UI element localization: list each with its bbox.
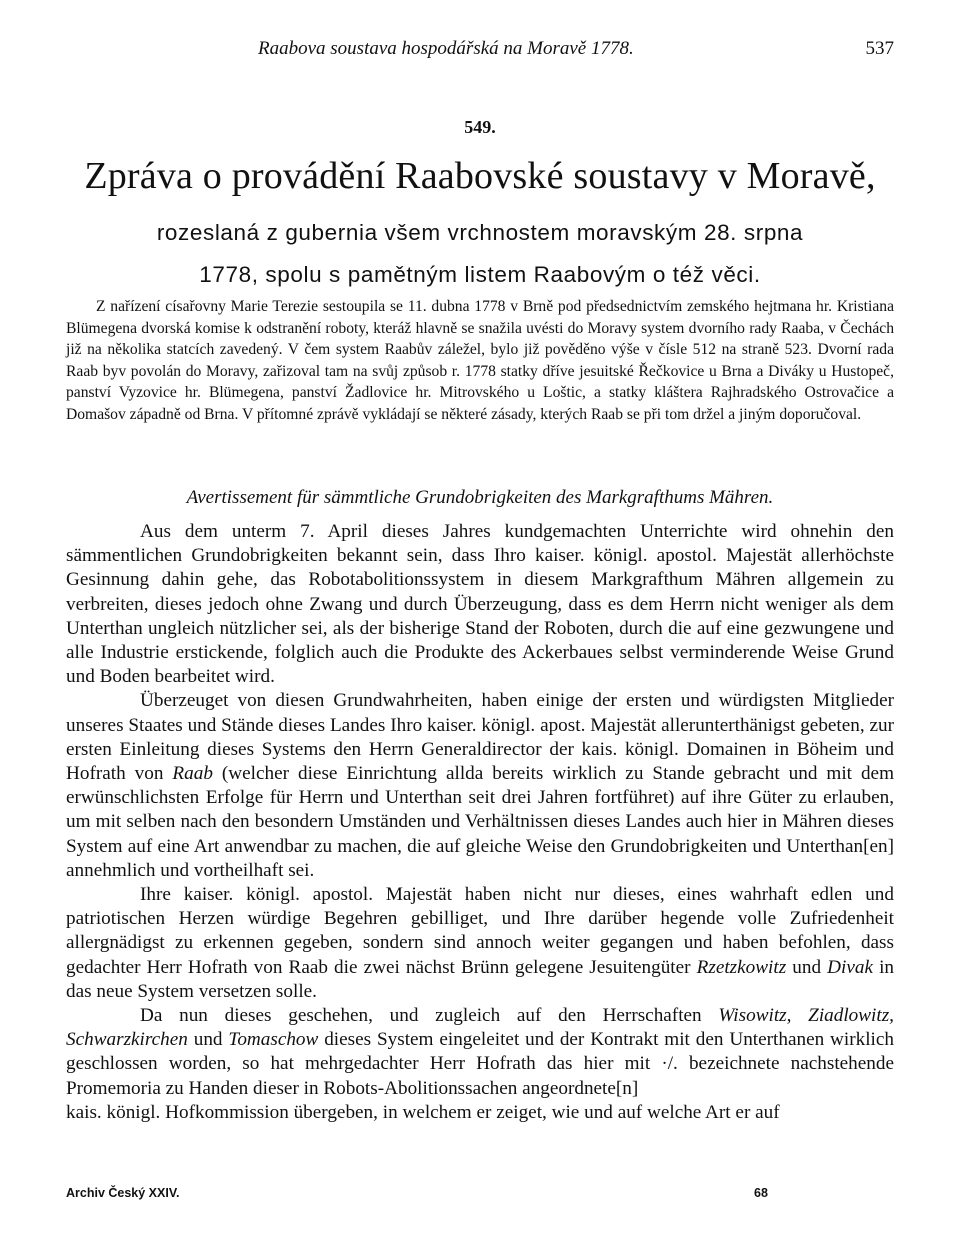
estate-tomaschow: Tomaschow	[228, 1029, 319, 1051]
section-heading: Avertissement für sämmtliche Grundobrigkeiten des Markgrafthums Mähren.	[186, 487, 774, 508]
subtitle-line-2: 1778, spolu s pamětným listem Raabovým o též věci.	[199, 262, 761, 287]
paragraph-4-rest: dieses System eingeleitet und der Kontrakt mit den Unterthanen wirklich geschlossen worden, so hat mehrgedachter Herr Hofrath das hier mit ·/. bezeichnete nachstehende Promemoria zu Handen dieser in Robots-Abolitionssachen angeordnete[n]	[66, 1029, 894, 1099]
paragraph-2-rest: (welcher diese Einrichtung allda bereits wirklich zu Stande gebracht und mit dem erwünschlichsten Erfolge für Herrn und Unterthan seit drei Jahren fortführet) auf ihre Güter zu erlauben, um mit selben nach den besondern Umständen und Verhältnissen dieses Landes auch hier in Mähren dieses System auf eine Art anwendbar zu machen, die auf gleiche Weise den Grundobrigkeiten und Unterthan[en] annehmlich und vortheilhaft sei.	[66, 763, 894, 881]
document-subtitle	[66, 212, 894, 296]
paragraph-2	[66, 689, 894, 883]
estate-rzetzkowitz: Rzetzkowitz	[696, 956, 787, 978]
estate-divak: Divak	[827, 956, 873, 978]
sheet-signature: 68	[754, 1186, 768, 1200]
paragraph-3-text: Ihre kaiser. königl. apostol. Majestät haben nicht nur dieses, eines wahrhaft edlen und patriotischen Herzen würdige Begehren gebilliget, und Ihre darüber hegende volle Zufriedenheit allergnädigst zu erkennen gegeben, sondern sind annoch weiter gegangen und haben befohlen, dass gedachter Herr Hofrath von Raab die zwei nächst Brünn gelegene Jesuitengüter	[66, 884, 894, 978]
paragraph-2-text: Überzeuget von diesen Grundwahrheiten, haben einige der ersten und würdigsten Mitglieder unseres Staates und Stände dieses Landes Ihro kaiser. königl. apost. Majestät allerunterthänigst gebeten, zur ersten Einleitung dieses Systems den Herrn Generaldirector der kais. königl. Domainen in Böheim und Hofrath von	[66, 690, 894, 785]
name-raab: Raab	[172, 763, 213, 785]
running-title: Raabova soustava hospodářská na Moravě 1778.	[258, 38, 634, 59]
paragraph-1: Aus dem unterm 7. April dieses Jahres kundgemachten Unterrichte wird ohnehin den sämmentlichen Grundobrigkeiten bekannt sein, dass Ihro kaiser. königl. apostol. Majestät allerhöchste Gesinnung dahin gehe, das Robotabolitionssystem in diesem Markgrafthum Mähren allgemein zu verbreiten, dieses jedoch ohne Zwang und durch Überzeugung, dass es dem Herrn nicht weniger als dem Unterthan ungleich nützlicher sei, als der bisherige Stand der Roboten, durch die auf eine gezwungene und alle Industrie erstickende, folglich auch die Produkte des Ackerbaues selbst verminderende Weise Grund und Boden bearbeitet wird.	[66, 521, 894, 688]
page-footer	[66, 1186, 894, 1208]
paragraph-3-rest: in das neue System versetzen solle.	[66, 956, 894, 1002]
editorial-introduction: Z nařízení císařovny Marie Terezie sestoupila se 11. dubna 1778 v Brně pod předsednictvím zemského hejtmana hr. Kristiana Blümegena dvorská komise k odstranění roboty, kteráž hlavně se snažila uvésti do Moravy system dvorního rady Raaba, v Čechách již na několika statcích zavedený. V čem system Raabův záležel, bylo již pověděno výše v čísle 512 na straně 523. Dvorní rada Raab byv povolán do Moravy, zařizoval tam na svůj způsob r. 1778 statky dříve jesuitské Řečkovice u Brna a Diváky u Hustopeč, panství Vyzovice hr. Blümegena, panství Žadlovice hr. Mitrovského u Loštic, a statky kláštera Rajhradského Ostrovačice a Domašov západně od Brna. V přítomné zprávě vykládají se některé zásady, kterých Raab se při tom držel a jiným doporučoval.	[66, 298, 894, 423]
document-number: 549.	[464, 117, 496, 137]
subtitle-line-1: rozeslaná z gubernia všem vrchnostem moravským 28. srpna	[156, 220, 804, 245]
estate-names: Wisowitz, Ziadlowitz, Schwarzkirchen	[66, 1005, 894, 1051]
running-header	[66, 38, 894, 62]
conjunction-2: und	[187, 1029, 229, 1051]
conjunction: und	[786, 956, 828, 978]
paragraph-4-text: Da nun dieses geschehen, und zugleich auf den Herrschaften	[140, 1005, 702, 1027]
paragraph-5: kais. königl. Hofkommission übergeben, in welchem er zeiget, wie und auf welche Art er auf	[66, 1101, 780, 1123]
document-body	[66, 520, 894, 1125]
document-title: Zpráva o provádění Raabovské soustavy v Moravě,	[84, 155, 876, 197]
paragraph-4	[66, 1004, 894, 1101]
archive-signature: Archiv Český XXIV.	[66, 1186, 180, 1200]
paragraph-3	[66, 883, 894, 1004]
page-number: 537	[865, 38, 894, 59]
